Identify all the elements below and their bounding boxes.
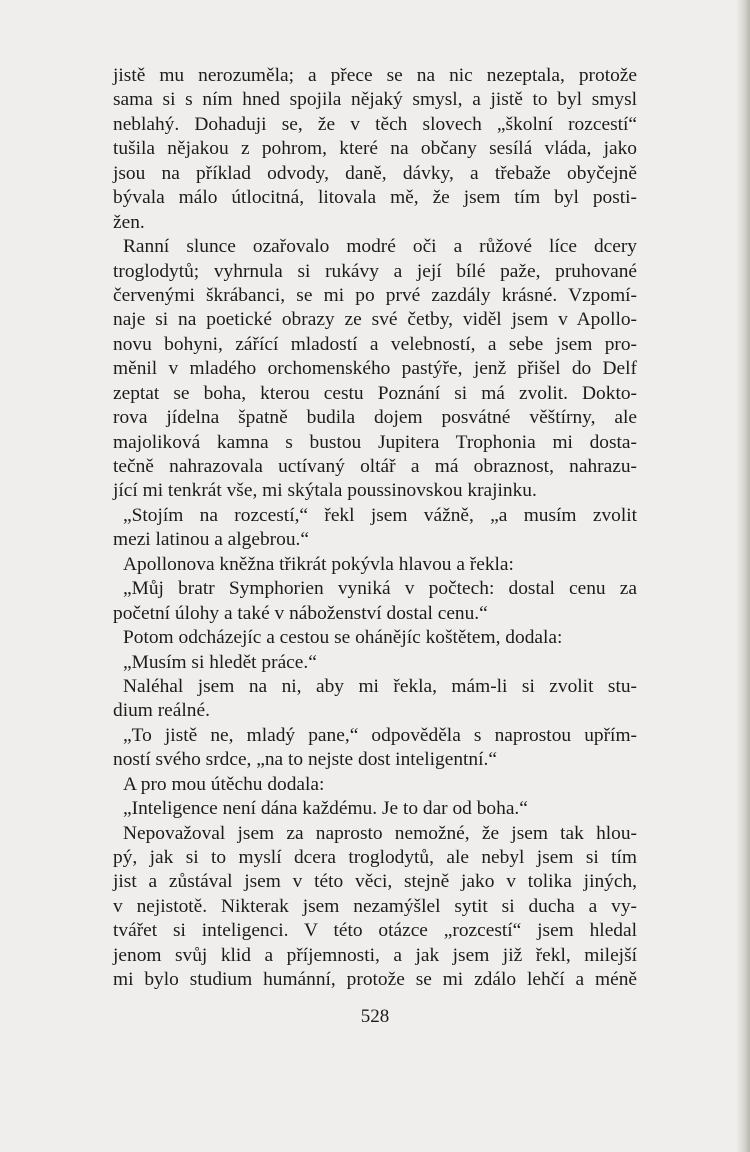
text-line: Naléhal jsem na ni, aby mi řekla, mám-li si zvolit stu- <box>123 675 637 697</box>
text-line: troglodytů; vyhrnula si rukávy a její bílé paže, pruhované <box>113 260 637 282</box>
text-line: mezi latinou a algebrou.“ <box>113 529 309 551</box>
text-line: „Musím si hledět práce.“ <box>123 651 317 673</box>
text-line: neblahý. Dohaduji se, že v těch slovech „školní rozcestí“ <box>113 113 637 135</box>
text-line: zeptat se boha, kterou cestu Poznání si má zvolit. Dokto- <box>113 382 637 404</box>
page-number: 528 <box>360 1006 390 1027</box>
text-line: rova jídelna špatně budila dojem posvátné věštírny, ale <box>113 407 637 429</box>
text-line: tušila nějakou z pohrom, které na občany sesílá vláda, jako <box>113 138 637 160</box>
text-line: sama si s ním hned spojila nějaký smysl, a jistě to byl smysl <box>113 89 637 111</box>
text-line: tvářet si inteligenci. V této otázce „rozcestí“ jsem hledal <box>113 920 637 942</box>
text-line: mi bylo studium humánní, protože se mi zdálo lehčí a méně <box>113 969 637 991</box>
text-line: jící mi tenkrát vše, mi skýtala poussinovskou krajinku. <box>113 480 537 502</box>
text-line: žen. <box>113 211 145 233</box>
text-line: dium reálné. <box>113 700 210 722</box>
text-line: jsou na příklad odvody, daně, dávky, a třebaže obyčejně <box>113 162 637 184</box>
text-line: novu bohyni, zářící mladostí a velebností, a sebe jsem pro- <box>113 333 637 355</box>
text-line: Nepovažoval jsem za naprosto nemožné, že jsem tak hlou- <box>123 822 637 844</box>
text-line: tečně nahrazovala uctívaný oltář a má obraznost, nahrazu- <box>113 456 637 477</box>
text-line: v nejistotě. Nikterak jsem nezamýšlel sytit si ducha a vy- <box>113 895 637 917</box>
page-edge-shadow <box>736 0 750 1152</box>
text-line: jenom svůj klid a příjemnosti, a jak jsem již řekl, milejší <box>113 944 637 966</box>
text-line: ností svého srdce, „na to nejste dost inteligentní.“ <box>113 749 497 771</box>
text-line: Ranní slunce ozařovalo modré oči a růžové líce dcery <box>123 236 637 258</box>
text-line: jistě mu nerozuměla; a přece se na nic nezeptala, protože <box>113 65 637 86</box>
text-line: A pro mou útěchu dodala: <box>123 773 325 795</box>
text-line: „Stojím na rozcestí,“ řekl jsem vážně, „a musím zvolit <box>123 504 637 526</box>
text-line: červenými škrábanci, se mi po prvé zazdály krásné. Vzpomí- <box>113 284 637 306</box>
text-line: bývala málo útlocitná, litovala mě, že jsem tím byl posti- <box>113 187 637 209</box>
text-line: „To jistě ne, mladý pane,“ odpověděla s naprostou upřím- <box>123 724 637 746</box>
text-line: Apollonova kněžna třikrát pokývla hlavou a řekla: <box>123 553 514 575</box>
text-line: „Inteligence není dána každému. Je to dar od boha.“ <box>123 798 528 820</box>
text-line: naje si na poetické obrazy ze své četby, viděl jsem v Apollo- <box>113 309 637 331</box>
text-line: pý, jak si to myslí dcera troglodytů, ale nebyl jsem si tím <box>113 847 637 868</box>
text-line: majoliková kamna s bustou Jupitera Trophonia mi dosta- <box>113 431 637 453</box>
text-line: jist a zůstával jsem v této věci, stejně jako v tolika jiných, <box>113 871 637 893</box>
text-line: Potom odcházejíc a cestou se ohánějíc koštětem, dodala: <box>123 627 563 649</box>
body-text <box>113 64 637 993</box>
text-line: „Můj bratr Symphorien vyniká v počtech: dostal cenu za <box>123 578 637 600</box>
text-line: početní úlohy a také v náboženství dostal cenu.“ <box>113 602 488 624</box>
text-line: měnil v mladého orchomenského pastýře, jenž přišel do Delf <box>113 358 637 380</box>
